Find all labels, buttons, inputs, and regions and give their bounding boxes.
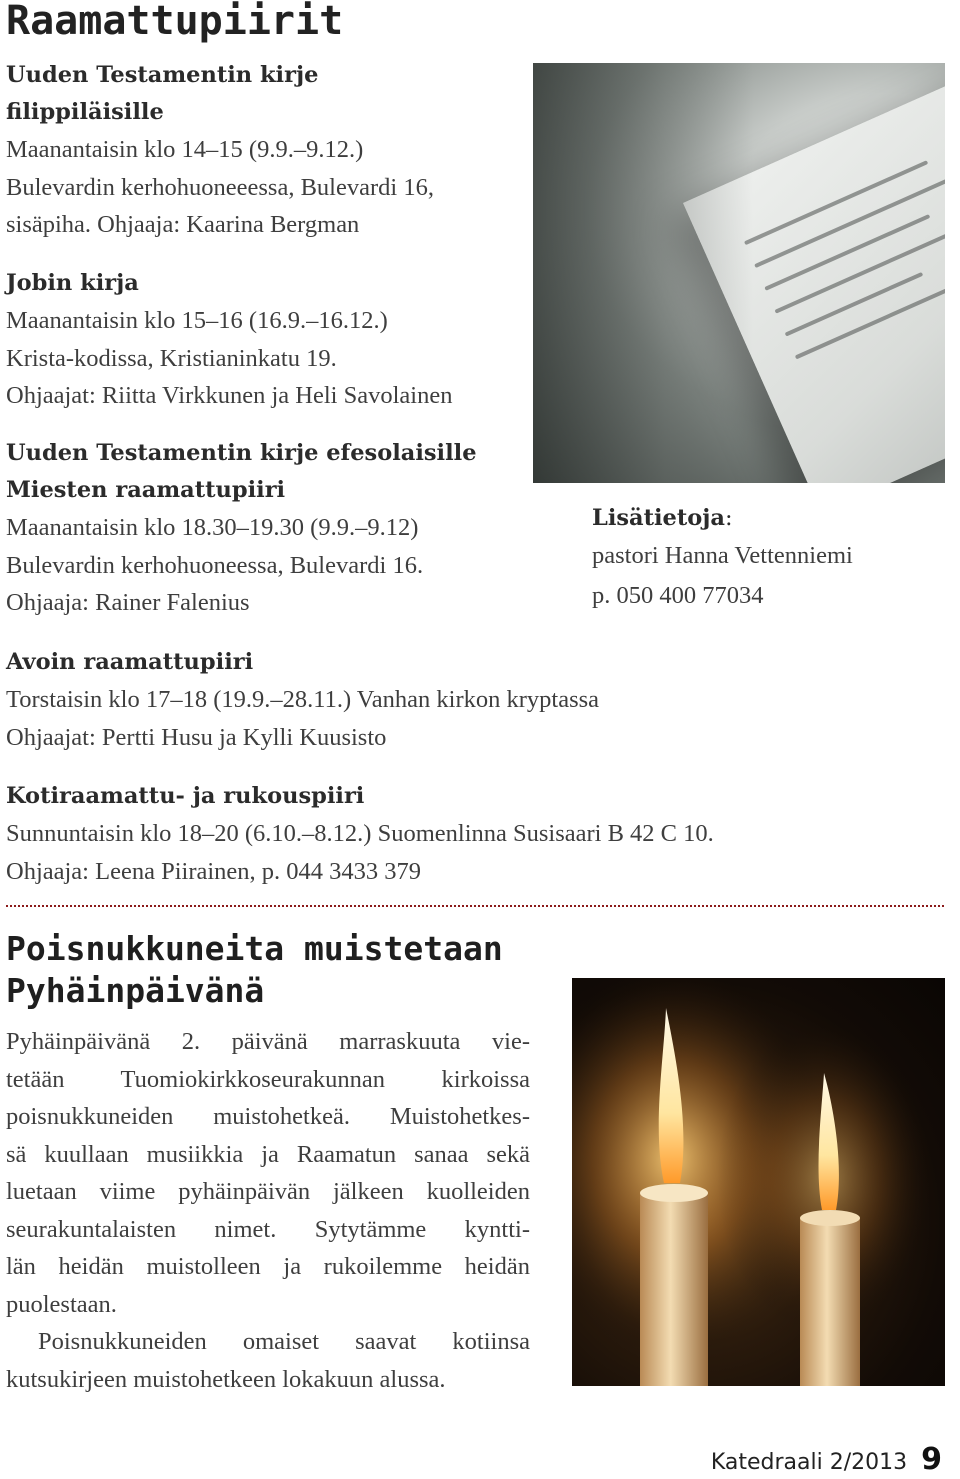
body-line: kutsukirjeen muistohetkeen lokakuun alussa. xyxy=(6,1365,446,1393)
bible-photo xyxy=(533,63,945,483)
group-title: filippiläisille xyxy=(6,99,164,125)
group-filippilaisille xyxy=(6,57,434,244)
text-line-mark xyxy=(785,272,924,337)
body-line: luetaan viime pyhäinpäivän jälkeen kuolleiden xyxy=(6,1178,530,1205)
group-line: sisäpiha. Ohjaaja: Kaarina Bergman xyxy=(6,211,360,238)
group-line: Sunnuntaisin klo 18–20 (6.10.–8.12.) Suomenlinna Susisaari B 42 C 10. xyxy=(6,820,714,847)
group-title: Kotiraamattu- ja rukouspiiri xyxy=(6,783,365,809)
group-title: Miesten raamattupiiri xyxy=(6,477,286,503)
body-line: sä kuullaan musiikkia ja Raamatun sanaa sekä xyxy=(6,1140,530,1168)
page-number: 9 xyxy=(921,1442,942,1477)
candles-illustration xyxy=(572,978,945,1386)
page-footer xyxy=(711,1442,942,1477)
text-line-mark xyxy=(795,266,945,359)
candle-left xyxy=(640,1193,708,1386)
body-line: seurakuntalaisten nimet. Sytytämme kyntti- xyxy=(6,1215,530,1243)
group-title: Jobin kirja xyxy=(6,270,139,296)
group-line: Torstaisin klo 17–18 (19.9.–28.11.) Vanhan kirkon kryptassa xyxy=(6,686,600,713)
candle-left-top xyxy=(640,1184,708,1202)
group-title: Avoin raamattupiiri xyxy=(6,649,254,675)
group-line: Ohjaaja: Rainer Falenius xyxy=(6,589,250,616)
info-title xyxy=(592,500,853,536)
photo-shadow xyxy=(533,63,753,483)
section-divider xyxy=(6,905,944,907)
info-contact: pastori Hanna Vettenniemi xyxy=(592,542,853,569)
group-efesolaisille xyxy=(6,435,477,622)
group-line: Bulevardin kerhohuoneessa, Bulevardi 16. xyxy=(6,551,424,579)
section2-title xyxy=(6,928,503,1012)
magazine-issue: Katedraali 2/2013 xyxy=(710,1450,908,1475)
group-avoin-raamattupiiri xyxy=(6,644,599,756)
candle-right xyxy=(800,1218,860,1386)
info-box xyxy=(592,500,853,616)
group-line: Krista-kodissa, Kristianinkatu 19. xyxy=(6,344,337,372)
group-line: Maanantaisin klo 14–15 (9.9.–9.12.) xyxy=(6,136,364,163)
page-title: Raamattupiirit xyxy=(6,0,344,44)
group-title: Uuden Testamentin kirje xyxy=(6,62,319,88)
section2-title-line: Poisnukkuneita muistetaan xyxy=(6,929,503,968)
group-line: Bulevardin kerhohuoneeessa, Bulevardi 16, xyxy=(6,173,434,201)
group-line: Ohjaajat: Pertti Husu ja Kylli Kuusisto xyxy=(6,723,387,751)
info-phone: p. 050 400 77034 xyxy=(592,582,764,609)
body-line: puolestaan. xyxy=(6,1290,117,1318)
section2-body xyxy=(6,1023,530,1398)
group-title: Uuden Testamentin kirje efesolaisille xyxy=(6,440,477,466)
candle-right-top xyxy=(800,1210,860,1226)
body-line: län heidän muistolleen ja rukoilemme heidän xyxy=(6,1253,530,1280)
body-line: Pyhäinpäivänä 2. päivänä marraskuuta vie- xyxy=(6,1028,530,1055)
group-kotiraamattu xyxy=(6,778,714,890)
candles-photo xyxy=(572,978,945,1386)
body-line: poisnukkuneiden muistohetkeä. Muistohetkes- xyxy=(6,1103,530,1130)
group-jobin-kirja xyxy=(6,265,452,415)
group-line: Ohjaajat: Riitta Virkkunen ja Heli Savolainen xyxy=(6,382,453,409)
info-title-text: Lisätietoja xyxy=(592,505,725,531)
info-colon: : xyxy=(725,505,733,531)
group-line: Ohjaaja: Leena Piirainen, p. 044 3433 379 xyxy=(6,857,422,885)
body-line: tetään Tuomiokirkkoseurakunnan kirkoissa xyxy=(6,1065,530,1093)
group-line: Maanantaisin klo 18.30–19.30 (9.9.–9.12) xyxy=(6,514,419,541)
group-line: Maanantaisin klo 15–16 (16.9.–16.12.) xyxy=(6,307,388,334)
body-line: Poisnukkuneiden omaiset saavat kotiinsa xyxy=(38,1328,530,1355)
section2-title-line: Pyhäinpäivänä xyxy=(6,971,265,1010)
